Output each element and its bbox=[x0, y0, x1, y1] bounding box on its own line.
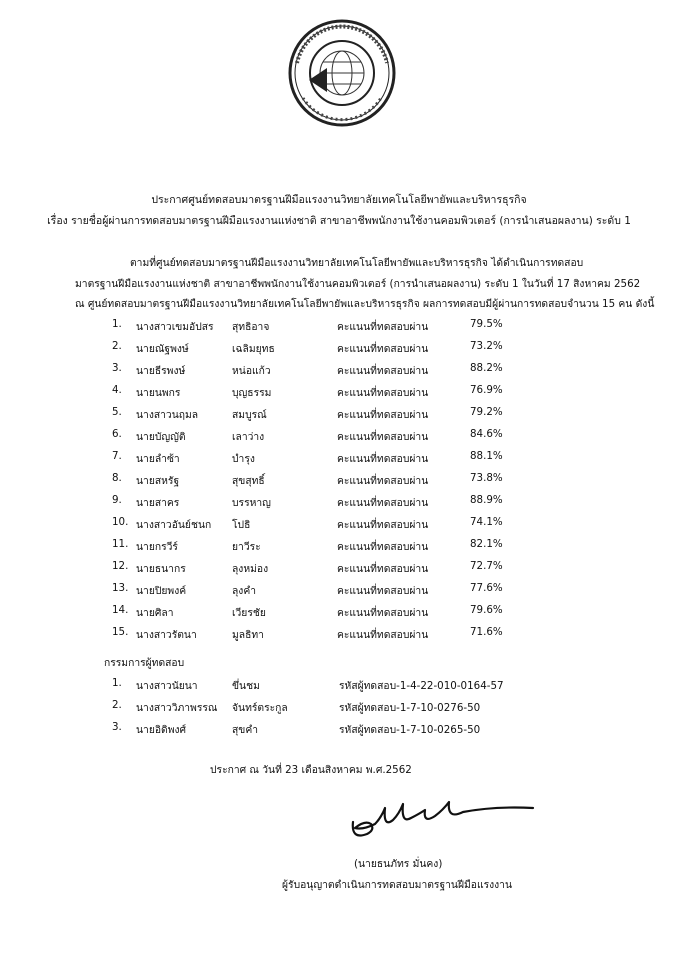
result-first-name: นายสาคร bbox=[136, 497, 180, 509]
list-item bbox=[0, 472, 678, 492]
result-first-name: นางสาวอันย์ชนก bbox=[136, 519, 212, 531]
college-seal-icon bbox=[287, 18, 397, 128]
result-score: 72.7% bbox=[470, 560, 503, 572]
member-code: รหัสผู้ทดสอบ-1-7-10-0265-50 bbox=[339, 724, 481, 736]
result-number: 5. bbox=[112, 406, 122, 418]
result-last-name: หน่อแก้ว bbox=[232, 365, 271, 377]
list-item bbox=[0, 494, 678, 514]
result-first-name: นางสาวนฤมล bbox=[136, 409, 199, 421]
list-item bbox=[0, 362, 678, 382]
result-number: 9. bbox=[112, 494, 122, 506]
result-first-name: นายณัฐพงษ์ bbox=[136, 343, 189, 355]
result-first-name: นายบัญญัติ bbox=[136, 431, 186, 443]
list-item bbox=[0, 384, 678, 404]
result-score: 79.6% bbox=[470, 604, 503, 616]
result-status: คะแนนที่ทดสอบผ่าน bbox=[337, 343, 429, 355]
member-first-name: นางสาวนัยนา bbox=[136, 680, 198, 692]
result-score: 79.2% bbox=[470, 406, 503, 418]
list-item bbox=[0, 406, 678, 426]
result-last-name: เวียรชัย bbox=[232, 607, 266, 619]
member-last-name: ขึ่นชม bbox=[232, 680, 260, 692]
result-status: คะแนนที่ทดสอบผ่าน bbox=[337, 563, 429, 575]
result-last-name: เฉลิมยุทธ bbox=[232, 343, 275, 355]
result-status: คะแนนที่ทดสอบผ่าน bbox=[337, 519, 429, 531]
result-score: 88.2% bbox=[470, 362, 503, 374]
member-last-name: สุขคำ bbox=[232, 724, 258, 736]
result-status: คะแนนที่ทดสอบผ่าน bbox=[337, 431, 429, 443]
member-last-name: จันทร์ตระกูล bbox=[232, 702, 288, 714]
result-status: คะแนนที่ทดสอบผ่าน bbox=[337, 541, 429, 553]
list-item bbox=[0, 318, 678, 338]
result-status: คะแนนที่ทดสอบผ่าน bbox=[337, 387, 429, 399]
list-item bbox=[0, 677, 678, 697]
body-line-1: ตามที่ศูนย์ทดสอบมาตรฐานฝีมือแรงงานวิทยาลัยเทคโนโลยีพายัพและบริหารธุรกิจ ได้ดำเนินการทดสอบ bbox=[130, 257, 584, 269]
result-score: 76.9% bbox=[470, 384, 503, 396]
result-first-name: นายสหรัฐ bbox=[136, 475, 180, 487]
result-score: 84.6% bbox=[470, 428, 503, 440]
list-item bbox=[0, 428, 678, 448]
result-last-name: บุญธรรม bbox=[232, 387, 272, 399]
result-status: คะแนนที่ทดสอบผ่าน bbox=[337, 497, 429, 509]
result-score: 88.1% bbox=[470, 450, 503, 462]
member-code: รหัสผู้ทดสอบ-1-7-10-0276-50 bbox=[339, 702, 481, 714]
result-first-name: นายธนากร bbox=[136, 563, 186, 575]
list-item bbox=[0, 450, 678, 470]
list-item bbox=[0, 340, 678, 360]
result-status: คะแนนที่ทดสอบผ่าน bbox=[337, 453, 429, 465]
result-last-name: บำรุง bbox=[232, 453, 255, 465]
list-item bbox=[0, 699, 678, 719]
member-number: 2. bbox=[112, 699, 122, 711]
result-score: 71.6% bbox=[470, 626, 503, 638]
member-number: 3. bbox=[112, 721, 122, 733]
result-number: 4. bbox=[112, 384, 122, 396]
result-last-name: บรรหาญ bbox=[232, 497, 271, 509]
result-number: 6. bbox=[112, 428, 122, 440]
list-item bbox=[0, 604, 678, 624]
result-score: 82.1% bbox=[470, 538, 503, 550]
result-number: 8. bbox=[112, 472, 122, 484]
announcement-title: ประกาศศูนย์ทดสอบมาตรฐานฝีมือแรงงานวิทยาลัยเทคโนโลยีพายัพและบริหารธุรกิจ bbox=[151, 194, 527, 206]
result-score: 73.8% bbox=[470, 472, 503, 484]
list-item bbox=[0, 626, 678, 646]
result-first-name: นายกรวีร์ bbox=[136, 541, 178, 553]
result-status: คะแนนที่ทดสอบผ่าน bbox=[337, 365, 429, 377]
signer-name: (นายธนภัทร มั่นคง) bbox=[354, 858, 443, 870]
result-status: คะแนนที่ทดสอบผ่าน bbox=[337, 629, 429, 641]
list-item bbox=[0, 560, 678, 580]
result-number: 7. bbox=[112, 450, 122, 462]
result-score: 73.2% bbox=[470, 340, 503, 352]
member-code: รหัสผู้ทดสอบ-1-4-22-010-0164-57 bbox=[339, 680, 504, 692]
result-score: 77.6% bbox=[470, 582, 503, 594]
announcement-subject: เรื่อง รายชื่อผู้ผ่านการทดสอบมาตรฐานฝีมือแรงงานแห่งชาติ สาขาอาชีพพนักงานใช้งานคอมพิวเตอร์ (การนำเสนอผลงาน) ระดับ 1 bbox=[47, 215, 631, 227]
result-status: คะแนนที่ทดสอบผ่าน bbox=[337, 409, 429, 421]
announcement-date: ประกาศ ณ วันที่ 23 เดือนสิงหาคม พ.ศ.2562 bbox=[210, 764, 412, 776]
result-number: 15. bbox=[112, 626, 129, 638]
result-status: คะแนนที่ทดสอบผ่าน bbox=[337, 475, 429, 487]
result-first-name: นายนพกร bbox=[136, 387, 181, 399]
result-last-name: สุทธิอาจ bbox=[232, 321, 270, 333]
result-last-name: มูลธิทา bbox=[232, 629, 264, 641]
result-score: 88.9% bbox=[470, 494, 503, 506]
result-last-name: ยาวีระ bbox=[232, 541, 261, 553]
member-first-name: นางสาววิภาพรรณ bbox=[136, 702, 218, 714]
result-number: 11. bbox=[112, 538, 129, 550]
result-first-name: นายปิยพงค์ bbox=[136, 585, 187, 597]
result-number: 3. bbox=[112, 362, 122, 374]
signer-role: ผู้รับอนุญาตดำเนินการทดสอบมาตรฐานฝีมือแรงงาน bbox=[282, 879, 512, 891]
result-last-name: ลุงหม่อง bbox=[232, 563, 269, 575]
result-number: 12. bbox=[112, 560, 129, 572]
result-score: 74.1% bbox=[470, 516, 503, 528]
result-status: คะแนนที่ทดสอบผ่าน bbox=[337, 321, 429, 333]
result-last-name: เลาว่าง bbox=[232, 431, 265, 443]
result-first-name: นายลำซ้า bbox=[136, 453, 180, 465]
list-item bbox=[0, 582, 678, 602]
body-line-3: ณ ศูนย์ทดสอบมาตรฐานฝีมือแรงงานวิทยาลัยเทคโนโลยีพายัพและบริหารธุรกิจ ผลการทดสอบมีผู้ผ่านการทดสอบจำนวน 15 คน ดังนี้ bbox=[75, 298, 655, 310]
result-status: คะแนนที่ทดสอบผ่าน bbox=[337, 607, 429, 619]
result-number: 10. bbox=[112, 516, 129, 528]
result-score: 79.5% bbox=[470, 318, 503, 330]
result-status: คะแนนที่ทดสอบผ่าน bbox=[337, 585, 429, 597]
committee-title: กรรมการผู้ทดสอบ bbox=[104, 657, 185, 669]
result-last-name: สมบูรณ์ bbox=[232, 409, 267, 421]
result-first-name: นายธีรพงษ์ bbox=[136, 365, 186, 377]
result-first-name: นางสาวเขมอัปสร bbox=[136, 321, 214, 333]
member-first-name: นายอิดิพงศ์ bbox=[136, 724, 187, 736]
result-number: 14. bbox=[112, 604, 129, 616]
result-number: 2. bbox=[112, 340, 122, 352]
list-item bbox=[0, 721, 678, 741]
result-last-name: โปธิ bbox=[232, 519, 251, 531]
body-line-2: มาตรฐานฝีมือแรงงานแห่งชาติ สาขาอาชีพพนักงานใช้งานคอมพิวเตอร์ (การนำเสนอผลงาน) ระดับ 1 ในวันที่ 17 สิงหาคม 2562 bbox=[75, 278, 641, 290]
list-item bbox=[0, 516, 678, 536]
result-last-name: ลุงคำ bbox=[232, 585, 257, 597]
list-item bbox=[0, 538, 678, 558]
result-number: 13. bbox=[112, 582, 129, 594]
result-first-name: นายศิลา bbox=[136, 607, 174, 619]
result-first-name: นางสาวรัตนา bbox=[136, 629, 197, 641]
result-number: 1. bbox=[112, 318, 122, 330]
result-last-name: สุขสุทธิ์ bbox=[232, 475, 265, 487]
signature bbox=[345, 790, 535, 850]
member-number: 1. bbox=[112, 677, 122, 689]
